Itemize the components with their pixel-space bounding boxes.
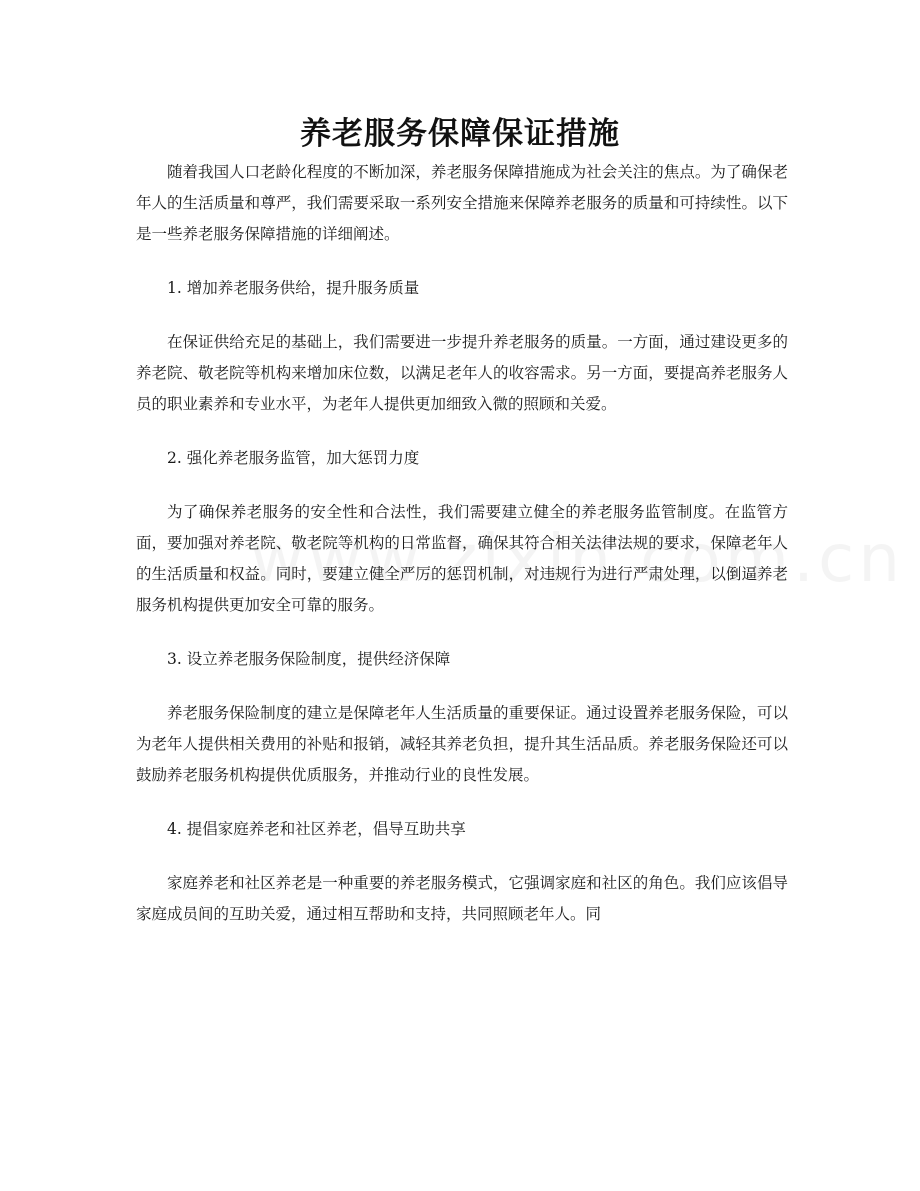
section-heading-1: 1. 增加养老服务供给，提升服务质量: [167, 279, 420, 297]
section-heading-3: 3. 设立养老服务保险制度，提供经济保障: [167, 650, 451, 668]
section-body-2: 为了确保养老服务的安全性和合法性，我们需要建立健全的养老服务监管制度。在监管方面，要加强对养老院、敬老院等机构的日常监督，确保其符合相关法律法规的要求，保障老年人的生活质量和权益。同时，要建立健全严厉的惩罚机制，对违规行为进行严肃处理，以倒逼养老服务机构提供更加安全可靠的服务。: [136, 503, 788, 614]
intro-paragraph: 随着我国人口老龄化程度的不断加深，养老服务保障措施成为社会关注的焦点。为了确保老年人的生活质量和尊严，我们需要采取一系列安全措施来保障养老服务的质量和可持续性。以下是一些养老服务保障措施的详细阐述。: [136, 163, 788, 243]
section-heading-2: 2. 强化养老服务监管，加大惩罚力度: [167, 449, 420, 467]
section-body-1: 在保证供给充足的基础上，我们需要进一步提升养老服务的质量。一方面，通过建设更多的养老院、敬老院等机构来增加床位数，以满足老年人的收容需求。另一方面，要提高养老服务人员的职业素养和专业水平，为老年人提供更加细致入微的照顾和关爱。: [136, 333, 788, 413]
section-body-4: 家庭养老和社区养老是一种重要的养老服务模式，它强调家庭和社区的角色。我们应该倡导家庭成员间的互助关爱，通过相互帮助和支持，共同照顾老年人。同: [136, 874, 788, 923]
section-body-3: 养老服务保险制度的建立是保障老年人生活质量的重要保证。通过设置养老服务保险，可以为老年人提供相关费用的补贴和报销，减轻其养老负担，提升其生活品质。养老服务保险还可以鼓励养老服务机构提供优质服务，并推动行业的良性发展。: [136, 704, 788, 784]
document-body: [136, 157, 788, 953]
section-heading-4: 4. 提倡家庭养老和社区养老，倡导互助共享: [167, 820, 466, 838]
page-title: 养老服务保障保证措施: [300, 116, 620, 152]
